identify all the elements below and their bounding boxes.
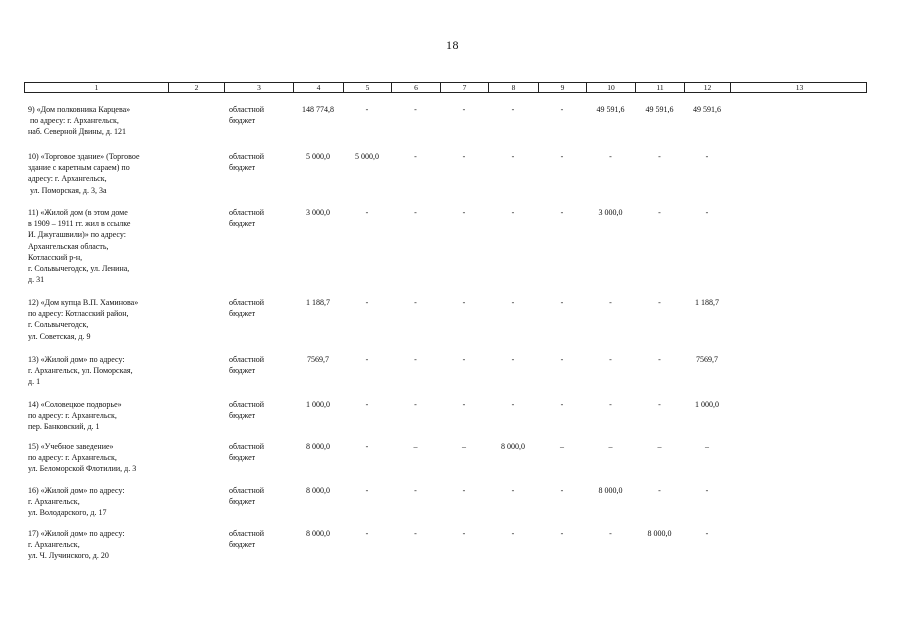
value-cell-col-11: –	[657, 442, 662, 451]
object-description: 10) «Торговое здание» (Торговое здание с каретным сараем) по адресу: г. Архангельск, ул. Поморская, д. 3, 3а	[28, 152, 140, 195]
value-cell-col-10: -	[609, 529, 612, 538]
value-cell-col-10: 8 000,0	[598, 486, 623, 495]
value-cell-col-7: –	[462, 442, 466, 451]
value-cell-col-8: -	[511, 486, 515, 495]
value-cell-col-8: -	[511, 105, 515, 114]
value-cell-col-11: -	[658, 486, 661, 495]
value-cell-col-9: -	[560, 400, 564, 409]
funding-source: областной бюджет	[229, 355, 265, 376]
header-cell-col-4: 4	[294, 83, 344, 92]
header-cell-col-12: 12	[685, 83, 731, 92]
funding-source: областной бюджет	[229, 442, 265, 463]
value-cell-col-11: -	[658, 208, 661, 217]
value-cell-col-8: -	[511, 208, 515, 217]
value-cell-col-6: -	[414, 208, 417, 217]
value-cell-col-4: 1 000,0	[306, 400, 330, 409]
value-cell-col-9: -	[560, 355, 564, 364]
header-cell-col-11: 11	[636, 83, 685, 92]
header-cell-col-9: 9	[539, 83, 587, 92]
value-cell-col-10: -	[609, 355, 612, 364]
value-cell-col-8: -	[511, 400, 515, 409]
value-cell-col-7: -	[462, 105, 466, 114]
object-description: 11) «Жилой дом (в этом доме в 1909 – 1911 гг. жил в ссылке И. Джугашвили)» по адресу: Архангельская область, Котласский р-н, г. Сольвычегодск, ул. Ленина, д. 31	[28, 208, 131, 285]
object-description: 17) «Жилой дом» по адресу: г. Архангельск, ул. Ч. Лучинского, д. 20	[28, 529, 125, 561]
value-cell-col-6: -	[414, 105, 417, 114]
header-cell-col-2: 2	[169, 83, 225, 92]
value-cell-col-8: -	[511, 529, 515, 538]
header-cell-col-13: 13	[795, 83, 804, 92]
value-cell-col-11: -	[658, 152, 661, 161]
value-cell-col-5: -	[365, 486, 369, 495]
value-cell-col-9: -	[560, 486, 564, 495]
value-cell-col-7: -	[462, 486, 466, 495]
value-cell-col-4: 148 774,8	[302, 105, 334, 114]
value-cell-col-6: -	[414, 355, 417, 364]
value-cell-col-8: 8 000,0	[501, 442, 525, 451]
value-cell-col-6: -	[414, 400, 417, 409]
value-cell-col-8: -	[511, 355, 515, 364]
value-cell-col-4: 1 188,7	[306, 298, 330, 307]
value-cell-col-9: –	[560, 442, 564, 451]
header-cell-col-6: 6	[392, 83, 441, 92]
value-cell-col-5: -	[365, 298, 369, 307]
funding-source: областной бюджет	[229, 105, 265, 126]
value-cell-col-12: 7569,7	[696, 355, 718, 364]
value-cell-col-10: -	[609, 152, 612, 161]
funding-source: областной бюджет	[229, 529, 265, 550]
value-cell-col-10: -	[609, 400, 612, 409]
value-cell-col-10: -	[609, 298, 612, 307]
value-cell-col-4: 8 000,0	[306, 442, 330, 451]
value-cell-col-12: -	[705, 208, 709, 217]
value-cell-col-7: -	[462, 355, 466, 364]
funding-source: областной бюджет	[229, 400, 265, 421]
value-cell-col-6: -	[414, 486, 417, 495]
value-cell-col-12: -	[705, 152, 709, 161]
value-cell-col-5: 5 000,0	[355, 152, 379, 161]
object-description: 15) «Учебное заведение» по адресу: г. Архангельск, ул. Беломорской Флотилии, д. 3	[28, 442, 137, 474]
value-cell-col-4: 7569,7	[307, 355, 329, 364]
value-cell-col-9: -	[560, 529, 564, 538]
page-number: 18	[446, 38, 459, 52]
table-header-row	[24, 82, 867, 93]
header-cell-col-10: 10	[587, 83, 636, 92]
value-cell-col-6: –	[413, 442, 418, 451]
value-cell-col-12: 49 591,6	[693, 105, 721, 114]
value-cell-col-7: -	[462, 152, 466, 161]
value-cell-col-9: -	[560, 208, 564, 217]
object-description: 13) «Жилой дом» по адресу: г. Архангельск, ул. Поморская, д. 1	[28, 355, 133, 387]
value-cell-col-11: -	[658, 400, 661, 409]
value-cell-col-4: 8 000,0	[306, 529, 330, 538]
value-cell-col-9: -	[560, 298, 564, 307]
value-cell-col-9: -	[560, 152, 564, 161]
value-cell-col-11: 49 591,6	[645, 105, 674, 114]
funding-source: областной бюджет	[229, 208, 265, 229]
header-cell-col-8: 8	[489, 83, 539, 92]
value-cell-col-5: -	[365, 442, 369, 451]
object-description: 16) «Жилой дом» по адресу: г. Архангельск, ул. Володарского, д. 17	[28, 486, 125, 518]
value-cell-col-8: -	[511, 298, 515, 307]
value-cell-col-4: 3 000,0	[306, 208, 330, 217]
value-cell-col-10: –	[608, 442, 613, 451]
funding-source: областной бюджет	[229, 486, 265, 507]
value-cell-col-11: 8 000,0	[647, 529, 672, 538]
value-cell-col-4: 8 000,0	[306, 486, 330, 495]
value-cell-col-12: -	[705, 529, 709, 538]
header-cell-col-1: 1	[25, 83, 169, 92]
value-cell-col-6: -	[414, 529, 417, 538]
value-cell-col-12: 1 000,0	[695, 400, 719, 409]
value-cell-col-6: -	[414, 152, 417, 161]
header-cell-col-5: 5	[344, 83, 392, 92]
value-cell-col-7: -	[462, 400, 466, 409]
funding-source: областной бюджет	[229, 298, 265, 319]
value-cell-col-7: -	[462, 208, 466, 217]
object-description: 14) «Соловецкое подворье» по адресу: г. Архангельск, пер. Банковский, д. 1	[28, 400, 122, 432]
object-description: 12) «Дом купца В.П. Хаминова» по адресу: Котласский район, г. Сольвычегодск, ул. Советская, д. 9	[28, 298, 139, 341]
value-cell-col-7: -	[462, 529, 466, 538]
value-cell-col-7: -	[462, 298, 466, 307]
value-cell-col-5: -	[365, 400, 369, 409]
value-cell-col-9: -	[560, 105, 564, 114]
value-cell-col-12: -	[705, 486, 709, 495]
header-cell-col-7: 7	[441, 83, 489, 92]
value-cell-col-11: -	[658, 298, 661, 307]
value-cell-col-8: -	[511, 152, 515, 161]
value-cell-col-4: 5 000,0	[306, 152, 330, 161]
funding-source: областной бюджет	[229, 152, 265, 173]
value-cell-col-6: -	[414, 298, 417, 307]
value-cell-col-12: 1 188,7	[695, 298, 719, 307]
value-cell-col-5: -	[365, 529, 369, 538]
value-cell-col-11: -	[658, 355, 661, 364]
value-cell-col-10: 49 591,6	[596, 105, 625, 114]
header-cell-col-3: 3	[225, 83, 294, 92]
value-cell-col-5: -	[365, 208, 369, 217]
object-description: 9) «Дом полковника Карцева» по адресу: г. Архангельск, наб. Северной Двины, д. 121	[28, 105, 131, 137]
value-cell-col-5: -	[365, 355, 369, 364]
value-cell-col-5: -	[365, 105, 369, 114]
value-cell-col-10: 3 000,0	[598, 208, 623, 217]
value-cell-col-12: –	[705, 442, 709, 451]
